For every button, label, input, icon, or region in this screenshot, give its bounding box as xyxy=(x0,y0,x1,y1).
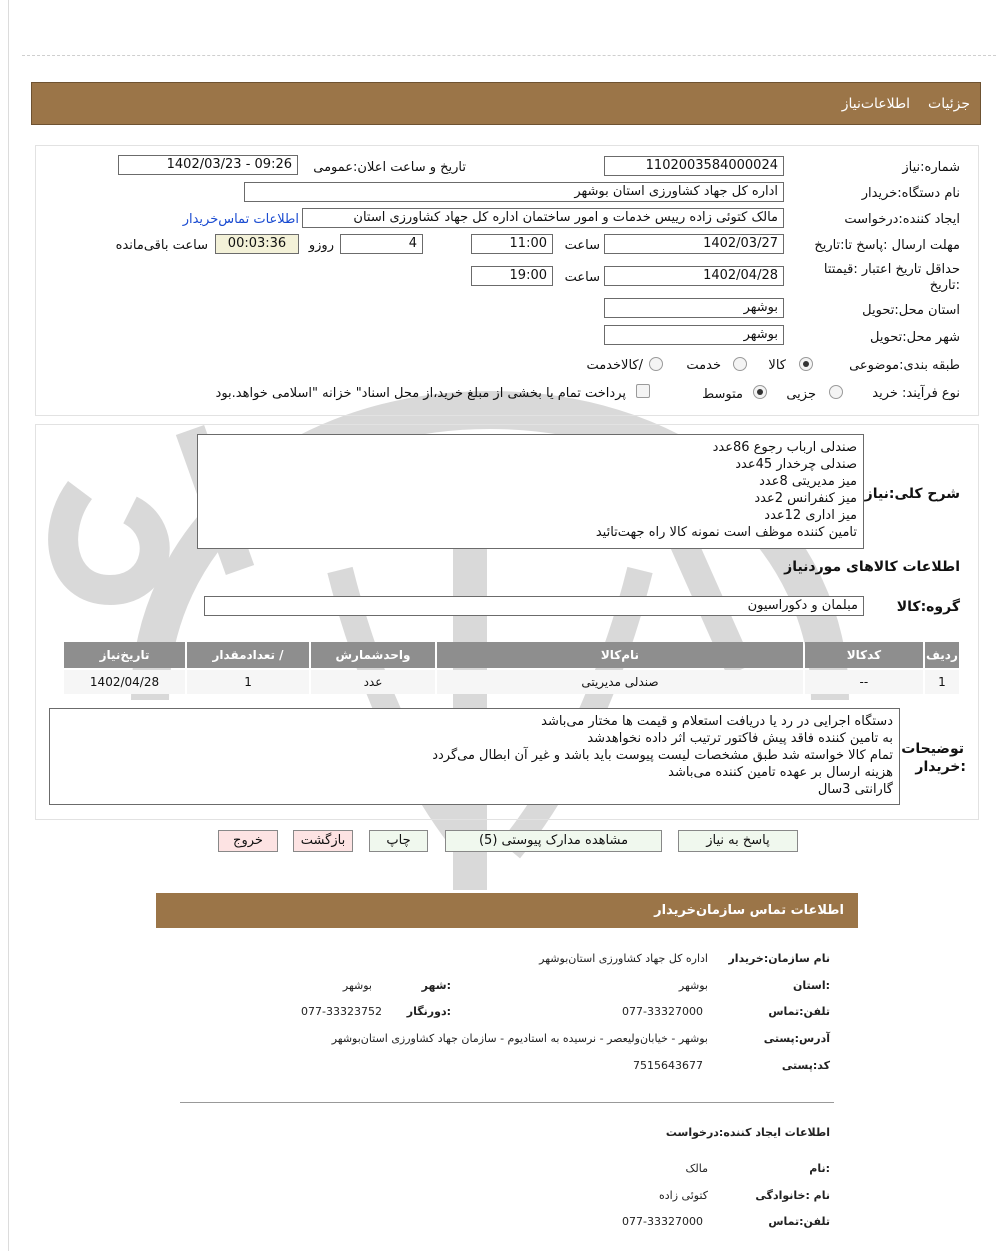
buyer-notes-label: توضیحات xyxy=(901,741,964,757)
days-field: 4 xyxy=(340,234,423,254)
validity-time-label: ساعت xyxy=(564,270,600,285)
description-line: صندلی ارباب رجوع 86عدد xyxy=(712,440,857,455)
validity-label: حداقل تاریخ اعتبار :قیمتتا xyxy=(823,262,960,277)
org-fax-label: :دورنگار xyxy=(406,1005,451,1018)
reply-button[interactable]: پاسخ به نیاز xyxy=(678,830,798,852)
buyer-notes-label-2: :خریدار xyxy=(915,759,966,775)
category-service-radio[interactable] xyxy=(733,357,747,371)
need-number-field: 1102003584000024 xyxy=(604,156,784,176)
table-row xyxy=(64,670,959,694)
goods-group-field: مبلمان و دکوراسیون xyxy=(204,596,864,616)
org-address-value: بوشهر - خیابان‌ولیعصر - نرسیده به استادیوم - سازمان جهاد کشاورزی استان‌بوشهر xyxy=(331,1032,708,1045)
buyer-note-line: گارانتی 3سال xyxy=(817,782,893,797)
remaining-time-label: ساعت باقی‌مانده xyxy=(115,238,208,253)
buyer-org-label: نام دستگاه:خریدار xyxy=(861,186,960,201)
org-postal-label: کد:پستی xyxy=(781,1059,830,1072)
creator-family-value: کتوئی زاده xyxy=(659,1189,708,1202)
creator-info-title: اطلاعات ایجاد کننده:درخواست xyxy=(665,1126,830,1139)
buyer-note-line: هزینه ارسال بر عهده تامین کننده می‌باشد xyxy=(668,765,893,780)
category-goods-service-radio[interactable] xyxy=(649,357,663,371)
cell-name: صندلی مدیریتی xyxy=(437,670,803,694)
goods-table xyxy=(62,640,961,696)
process-minor-radio[interactable] xyxy=(829,385,843,399)
process-type-label: نوع فرآیند: خرید xyxy=(872,386,960,401)
goods-group-label: گروه:کالا xyxy=(896,599,960,615)
category-goods-label: کالا xyxy=(768,358,786,373)
org-name-label: نام سازمان:خریدار xyxy=(728,952,830,965)
buyer-note-line: تمام کالا خواسته شد طبق مشخصات لیست پیوست باید باشد و غیر آن ابطال می‌گردد xyxy=(432,748,893,763)
treasury-payment-checkbox[interactable] xyxy=(636,384,650,398)
goods-info-title: اطلاعات کالاهای موردنیاز xyxy=(784,559,960,575)
creator-name-value: مالک xyxy=(685,1162,708,1175)
creator-family-label: نام :خانوادگی xyxy=(755,1189,830,1202)
buyer-note-line: به تامین کننده فاقد پیش فاکتور ترتیب اثر داده نخواهدشد xyxy=(587,731,893,746)
description-text xyxy=(197,434,864,549)
creator-label: ایجاد کننده:درخواست xyxy=(844,212,960,227)
deadline-time-label: ساعت xyxy=(564,238,600,253)
process-minor-label: جزیی xyxy=(786,387,816,402)
back-button[interactable]: بازگشت xyxy=(293,830,353,852)
org-phone-label: تلفن:تماس xyxy=(768,1005,830,1018)
creator-field: مالک کتوئی زاده رییس خدمات و امور ساختمان اداره کل جهاد کشاورزی استان xyxy=(302,208,784,228)
col-date: تاریخ‌نیاز xyxy=(64,642,185,668)
deadline-label: مهلت ارسال :پاسخ تا:تاریخ xyxy=(814,238,960,253)
description-line: میز اداری 12عدد xyxy=(764,508,857,523)
deadline-time-field: 11:00 xyxy=(471,234,553,254)
details-header-bar xyxy=(31,82,981,125)
treasury-payment-note: پرداخت تمام یا بخشی از مبلغ خرید،از محل اسناد" خزانه "اسلامی خواهد.بود xyxy=(215,386,626,401)
org-postal-value: 7515643677 xyxy=(633,1059,703,1072)
tab-need-info[interactable]: اطلاعات‌نیاز xyxy=(841,95,911,112)
description-line: میز مدیریتی 8عدد xyxy=(759,474,857,489)
cell-unit: عدد xyxy=(311,670,435,694)
province-field: بوشهر xyxy=(604,298,784,318)
page-left-border xyxy=(8,0,9,1251)
category-goods-service-label: /کالاخدمت xyxy=(586,358,643,373)
col-row: ردیف xyxy=(925,642,959,668)
org-city-label: :شهر xyxy=(421,979,451,992)
validity-date-field: 1402/04/28 xyxy=(604,266,784,286)
col-code: کدکالا xyxy=(805,642,923,668)
view-attachments-button[interactable]: مشاهده مدارک پیوستی (5) xyxy=(445,830,662,852)
announce-date-field: 1402/03/23 - 09:26 xyxy=(118,155,298,175)
validity-label-2: :تاریخ xyxy=(929,278,960,293)
creator-phone-label: تلفن:تماس xyxy=(768,1215,830,1228)
org-contact-header: اطلاعات تماس سازمان‌خریدار xyxy=(156,893,858,928)
remaining-time-field: 00:03:36 xyxy=(215,234,299,254)
org-name-value: اداره کل جهاد کشاورزی استان‌بوشهر xyxy=(539,952,708,965)
buyer-org-field: اداره کل جهاد کشاورزی استان بوشهر xyxy=(244,182,784,202)
print-button[interactable]: چاپ xyxy=(369,830,428,852)
city-field: بوشهر xyxy=(604,325,784,345)
cell-code: -- xyxy=(805,670,923,694)
city-label: شهر محل:تحویل xyxy=(870,330,960,345)
description-line: تامین کننده موظف است نمونه کالا راه جهت‌تائید xyxy=(595,525,857,540)
description-label: شرح کلی:نیاز xyxy=(864,486,960,502)
days-label: روزو xyxy=(308,238,334,253)
org-province-value: بوشهر xyxy=(678,979,708,992)
description-line: میز کنفرانس 2عدد xyxy=(754,491,857,506)
cell-row: 1 xyxy=(925,670,959,694)
org-fax-value: 077-33323752 xyxy=(301,1005,382,1018)
province-label: استان محل:تحویل xyxy=(862,303,960,318)
cell-qty: 1 xyxy=(187,670,309,694)
process-medium-label: متوسط xyxy=(702,387,743,402)
process-medium-radio[interactable] xyxy=(753,385,767,399)
tab-details[interactable]: جزئیات xyxy=(928,95,970,112)
deadline-date-field: 1402/03/27 xyxy=(604,234,784,254)
validity-time-field: 19:00 xyxy=(471,266,553,286)
top-divider xyxy=(22,55,996,56)
col-unit: واحدشمارش xyxy=(311,642,435,668)
org-province-label: :استان xyxy=(793,979,830,992)
col-qty: / تعدادمقدار xyxy=(187,642,309,668)
section-divider xyxy=(180,1102,834,1103)
category-service-label: خدمت xyxy=(686,358,721,373)
announce-date-label: تاریخ و ساعت اعلان:عمومی xyxy=(313,160,466,175)
category-label: طبقه بندی:موضوعی xyxy=(849,358,960,373)
description-line: صندلی چرخدار 45عدد xyxy=(735,457,857,472)
exit-button[interactable]: خروج xyxy=(218,830,278,852)
col-name: نام‌کالا xyxy=(437,642,803,668)
need-number-label: شماره:نیاز xyxy=(902,160,960,175)
org-city-value: بوشهر xyxy=(342,979,372,992)
buyer-contact-link[interactable]: اطلاعات تماس‌خریدار xyxy=(182,212,299,227)
category-goods-radio[interactable] xyxy=(799,357,813,371)
buyer-note-line: دستگاه اجرایی در رد یا دریافت استعلام و قیمت ها مختار می‌باشد xyxy=(541,714,893,729)
org-address-label: آدرس:پستی xyxy=(763,1032,830,1045)
creator-name-label: :نام xyxy=(809,1162,830,1175)
cell-date: 1402/04/28 xyxy=(64,670,185,694)
creator-phone-value: 077-33327000 xyxy=(622,1215,703,1228)
buyer-notes-text xyxy=(49,708,900,805)
org-phone-value: 077-33327000 xyxy=(622,1005,703,1018)
